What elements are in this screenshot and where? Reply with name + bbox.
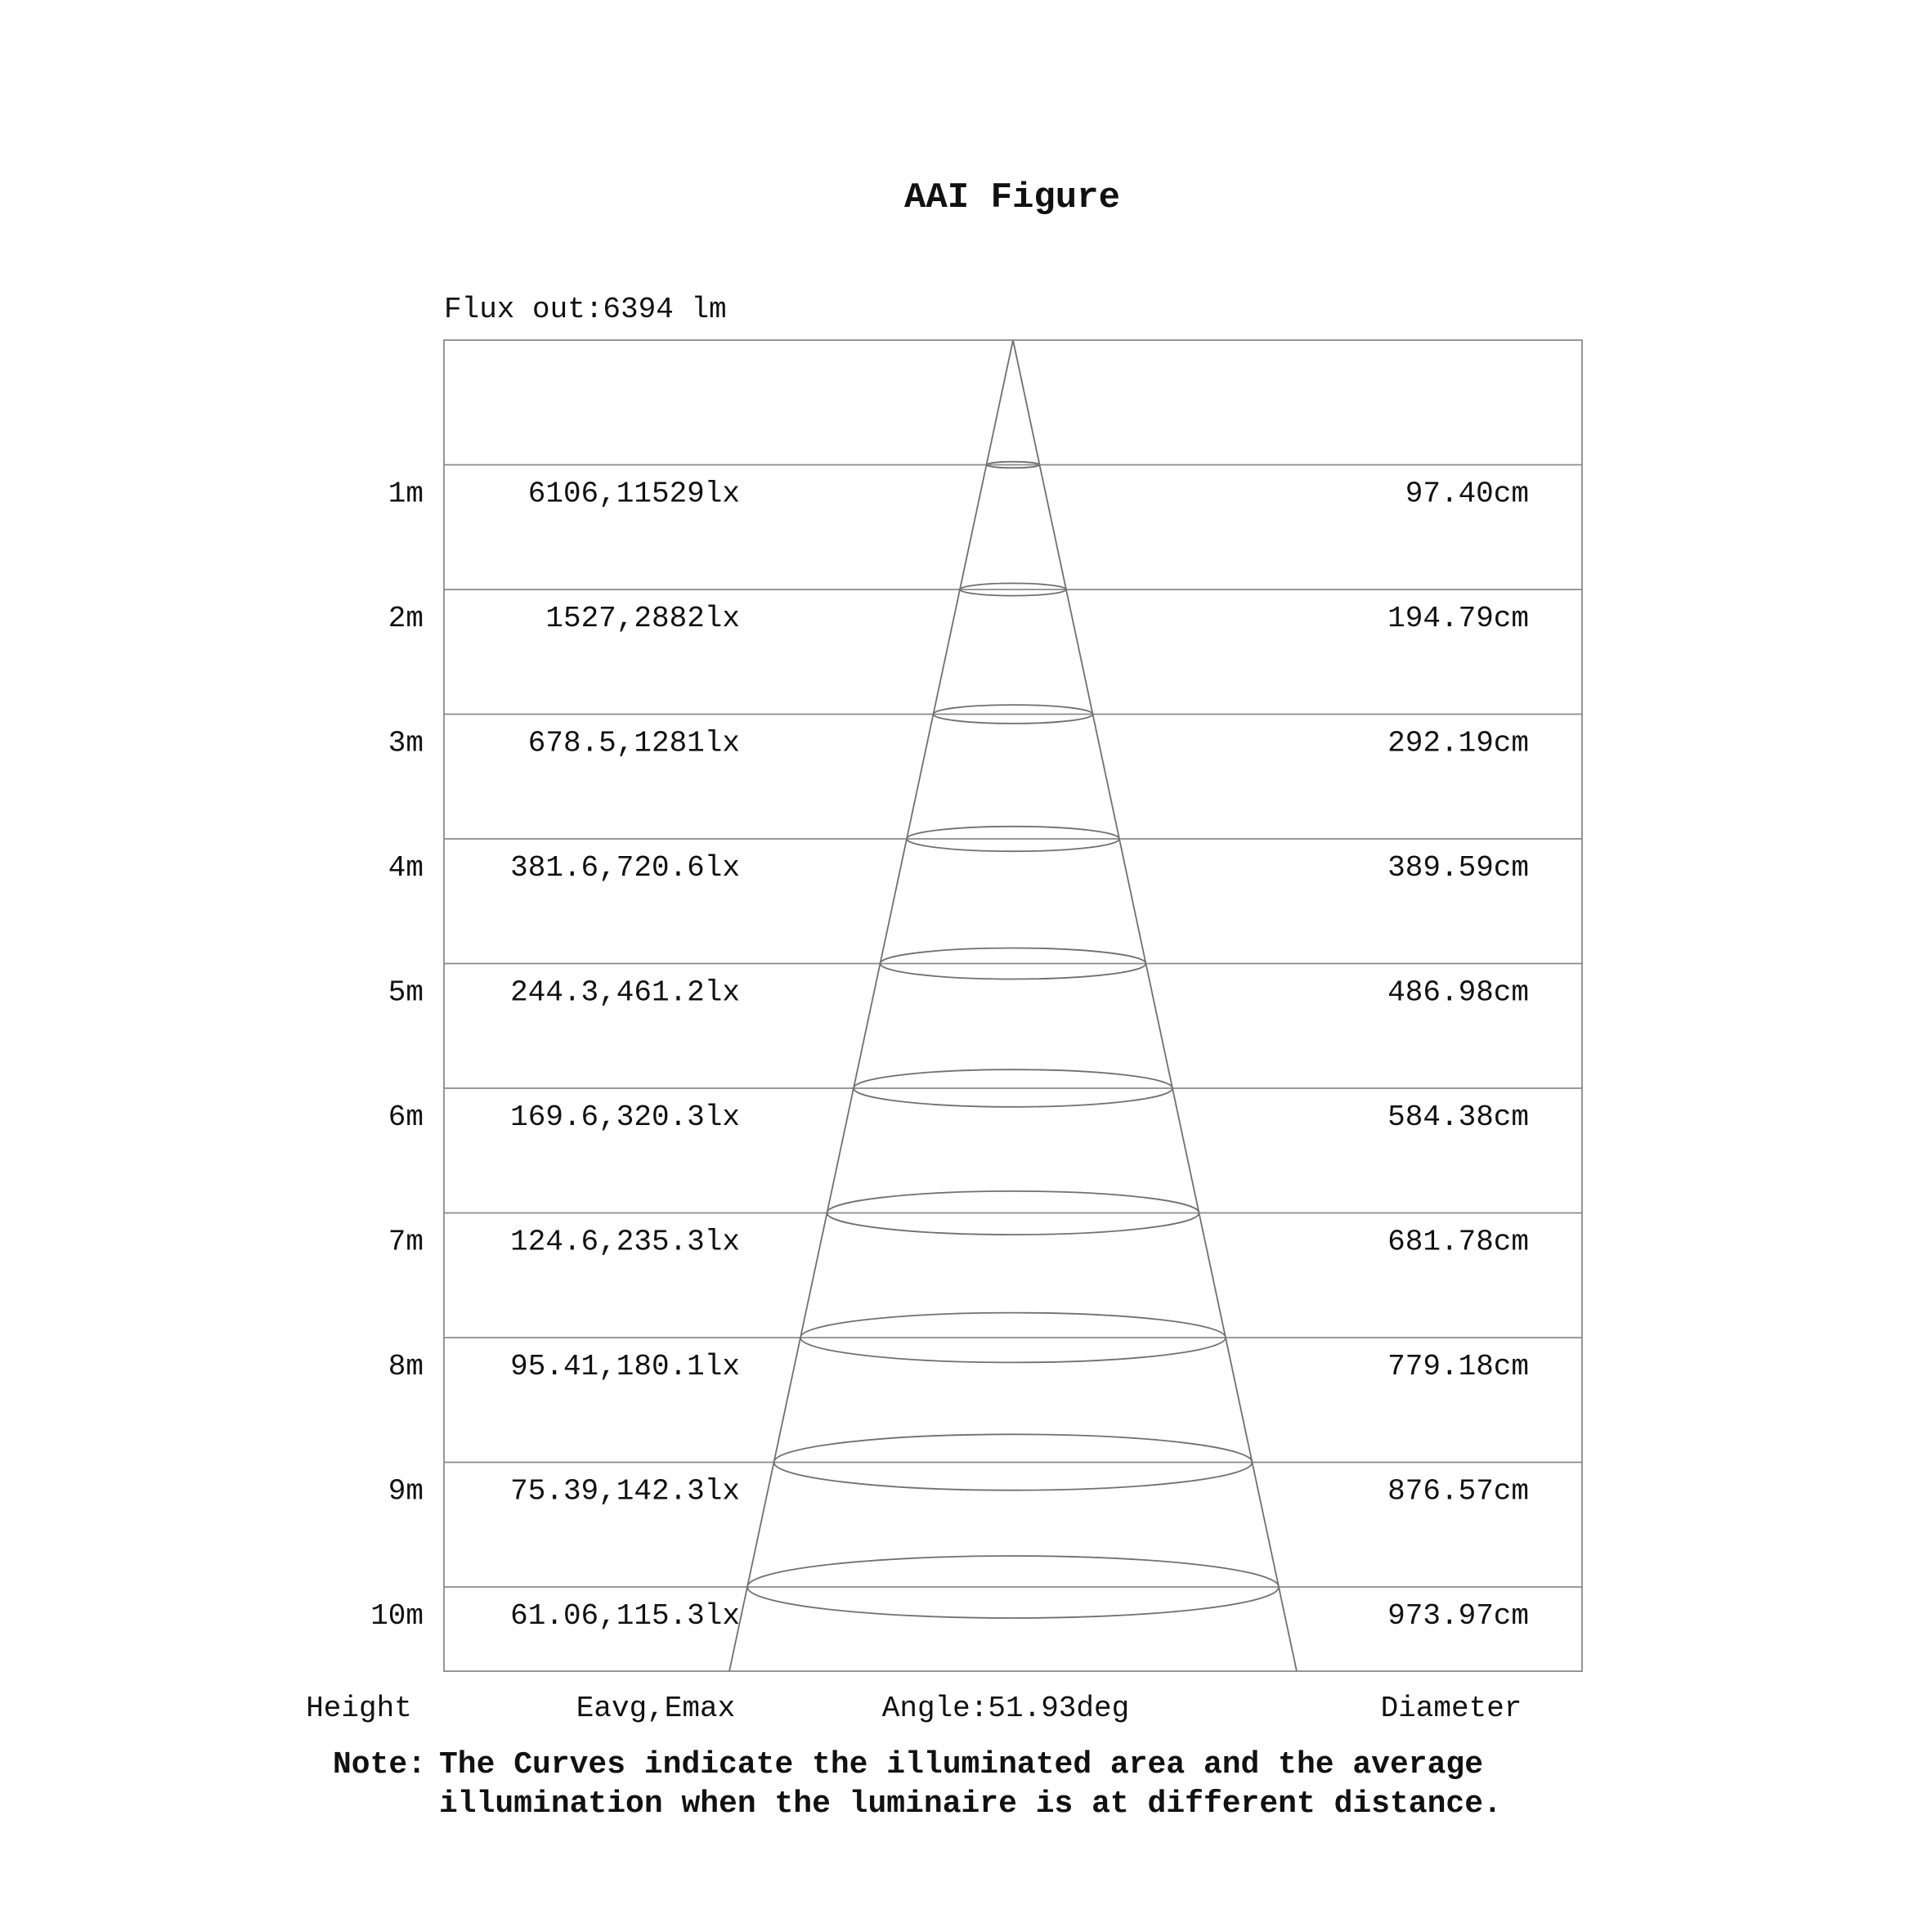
height-label: 6m — [388, 1100, 424, 1134]
illuminance-label: 381.6,720.6lx — [510, 851, 740, 885]
beam-edge-left — [729, 340, 1013, 1671]
note-line-2: illumination when the luminaire is at different distance. — [439, 1786, 1502, 1822]
illumination-rings — [747, 462, 1279, 1618]
beam-edge-right — [1013, 340, 1297, 1671]
height-label: 5m — [388, 975, 424, 1010]
diameter-label: 973.97cm — [1387, 1599, 1529, 1633]
diameter-label: 97.40cm — [1405, 477, 1529, 511]
illuminance-label: 244.3,461.2lx — [510, 975, 740, 1010]
diameter-label: 194.79cm — [1387, 602, 1529, 635]
illuminance-label: 678.5,1281lx — [527, 726, 740, 760]
beam-cone — [729, 340, 1297, 1671]
diameter-label: 584.38cm — [1387, 1100, 1529, 1134]
illuminance-label: 95.41,180.1lx — [510, 1350, 740, 1383]
height-label: 8m — [388, 1350, 424, 1383]
diameter-label: 681.78cm — [1387, 1225, 1529, 1259]
height-label: 1m — [388, 477, 424, 511]
diameter-column-label: Diameter — [1380, 1692, 1522, 1725]
diameter-label: 292.19cm — [1387, 726, 1529, 760]
diameter-label: 486.98cm — [1387, 975, 1529, 1010]
illuminance-label: 75.39,142.3lx — [510, 1474, 740, 1508]
height-label: 2m — [388, 602, 424, 635]
eavg-emax-column-label: Eavg,Emax — [576, 1692, 736, 1725]
height-column-label: Height — [306, 1692, 412, 1725]
illuminance-label: 169.6,320.3lx — [510, 1100, 740, 1134]
chart-title: AAI Figure — [903, 177, 1121, 218]
diameter-label: 876.57cm — [1387, 1474, 1529, 1508]
illuminance-label: 124.6,235.3lx — [510, 1225, 740, 1259]
note-prefix: Note: — [333, 1747, 427, 1782]
illuminance-label: 1527,2882lx — [545, 602, 740, 635]
angle-label: Angle:51.93deg — [881, 1692, 1130, 1725]
illuminance-label: 61.06,115.3lx — [510, 1599, 740, 1633]
illuminance-label: 6106,11529lx — [527, 477, 740, 511]
diameter-label: 389.59cm — [1387, 851, 1529, 885]
note-line-1: The Curves indicate the illuminated area and the average — [439, 1747, 1484, 1782]
height-label: 9m — [388, 1474, 424, 1508]
row-labels — [370, 477, 1529, 1634]
height-label: 10m — [370, 1599, 424, 1633]
height-label: 4m — [388, 851, 424, 885]
height-label: 7m — [388, 1225, 424, 1259]
height-label: 3m — [388, 726, 424, 760]
flux-label: Flux out:6394 lm — [444, 293, 727, 326]
diameter-label: 779.18cm — [1387, 1350, 1529, 1383]
